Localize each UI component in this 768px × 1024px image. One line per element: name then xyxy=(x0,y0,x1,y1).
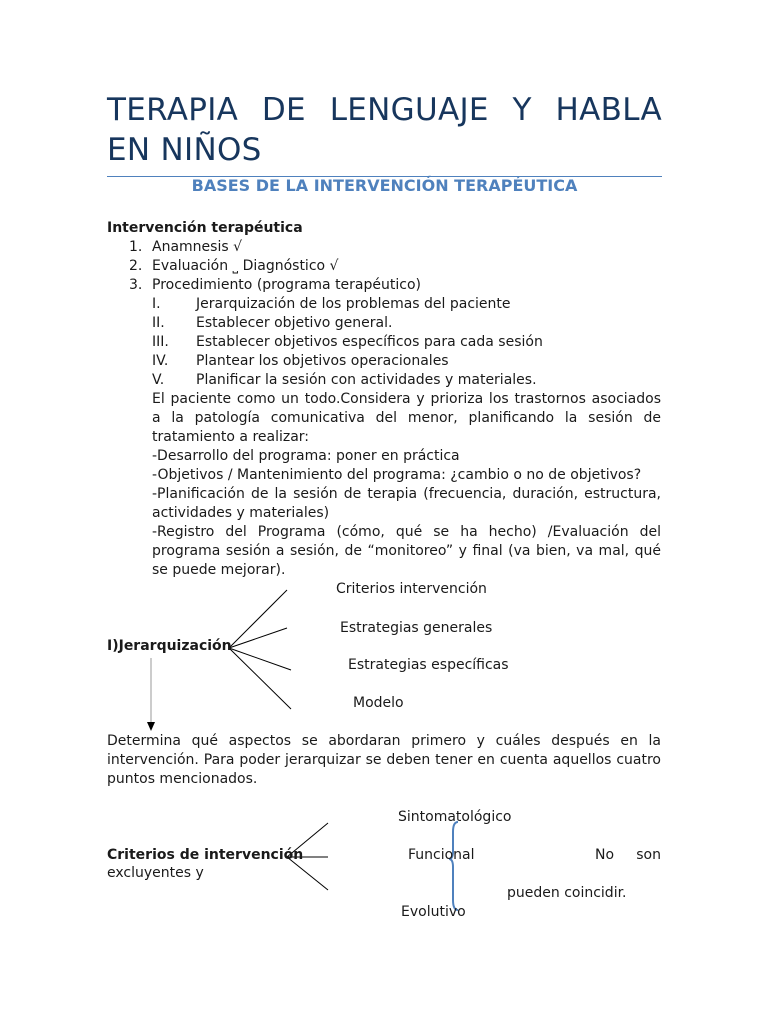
diagram-branch-label: Modelo xyxy=(353,695,404,711)
section-heading: Intervención terapéutica xyxy=(107,220,303,236)
dash-item: -Planificación de la sesión de terapia (frecuencia, duración, estructura, actividades y materiales) xyxy=(152,486,661,521)
roman-item: Plantear los objetivos operacionales xyxy=(196,353,449,369)
diagram-branch-label: Sintomatológico xyxy=(398,809,512,825)
diagram-branch-label: Evolutivo xyxy=(401,904,466,920)
diagram-root-label: I)Jerarquización xyxy=(107,638,232,654)
list-item: Procedimiento (programa terapéutico) xyxy=(152,277,421,293)
roman-item-number: II. xyxy=(152,315,165,331)
curly-brace-icon xyxy=(449,822,458,910)
dash-item: -Registro del Programa (cómo, qué se ha hecho) /Evaluación del programa sesión a sesión, de “monitoreo” y final (va bien, va mal, qué se puede mejorar). xyxy=(152,524,661,578)
title-line-2: EN NIÑOS xyxy=(107,132,262,168)
roman-item-number: IV. xyxy=(152,353,169,369)
roman-item: Jerarquización de los problemas del paciente xyxy=(196,296,511,312)
dash-item: -Desarrollo del programa: poner en práctica xyxy=(152,448,460,464)
note-text: No son xyxy=(595,847,661,863)
diagram-branch-label: Criterios intervención xyxy=(336,581,487,597)
diagram-branch-label: Estrategias generales xyxy=(340,620,493,636)
title-word: DE xyxy=(261,92,306,128)
title-word: LENGUAJE xyxy=(329,92,489,128)
roman-item: Planificar la sesión con actividades y materiales. xyxy=(196,372,537,388)
determina-paragraph: Determina qué aspectos se abordaran primero y cuáles después en la intervención. Para poder jerarquizar se deben tener en cuenta aquellos cuatro puntos mencionados. xyxy=(107,733,661,787)
roman-item: Establecer objetivos específicos para cada sesión xyxy=(196,334,543,350)
dash-item: -Objetivos / Mantenimiento del programa: ¿cambio o no de objetivos? xyxy=(152,467,642,483)
diagram-branch-label: Funcional xyxy=(408,847,475,863)
diagram-branch-label: Estrategias específicas xyxy=(348,657,509,673)
patient-paragraph: El paciente como un todo.Considera y prioriza los trastornos asociados a la patología comunicativa del menor, planificando la sesión de tratamiento a realizar: xyxy=(152,391,661,445)
list-item: Anamnesis √ xyxy=(152,239,243,255)
list-item-number: 1. xyxy=(129,239,143,255)
diagram-note: pueden coincidir. xyxy=(507,885,627,901)
roman-item-number: V. xyxy=(152,372,165,388)
list-item: Evaluación ⎵ Diagnóstico √ xyxy=(152,258,339,274)
list-item-number: 2. xyxy=(129,258,143,274)
roman-item: Establecer objetivo general. xyxy=(196,315,393,331)
branch-line xyxy=(229,590,287,648)
diagram-root-label: Criterios de intervención xyxy=(107,847,304,863)
title-word: HABLA xyxy=(555,92,662,128)
branch-line xyxy=(229,648,291,709)
title-word: TERAPIA xyxy=(107,92,239,128)
diagram-note: excluyentes y xyxy=(107,865,204,881)
title-word: Y xyxy=(512,92,532,128)
diagram-note xyxy=(595,846,661,865)
roman-item-number: I. xyxy=(152,296,161,312)
document-subtitle: BASES DE LA INTERVENCIÓN TERAPÉUTICA xyxy=(191,176,578,195)
list-item-number: 3. xyxy=(129,277,143,293)
down-arrow-icon xyxy=(147,722,155,731)
roman-item-number: III. xyxy=(152,334,169,350)
branch-line xyxy=(229,628,287,648)
branch-line xyxy=(229,648,291,670)
